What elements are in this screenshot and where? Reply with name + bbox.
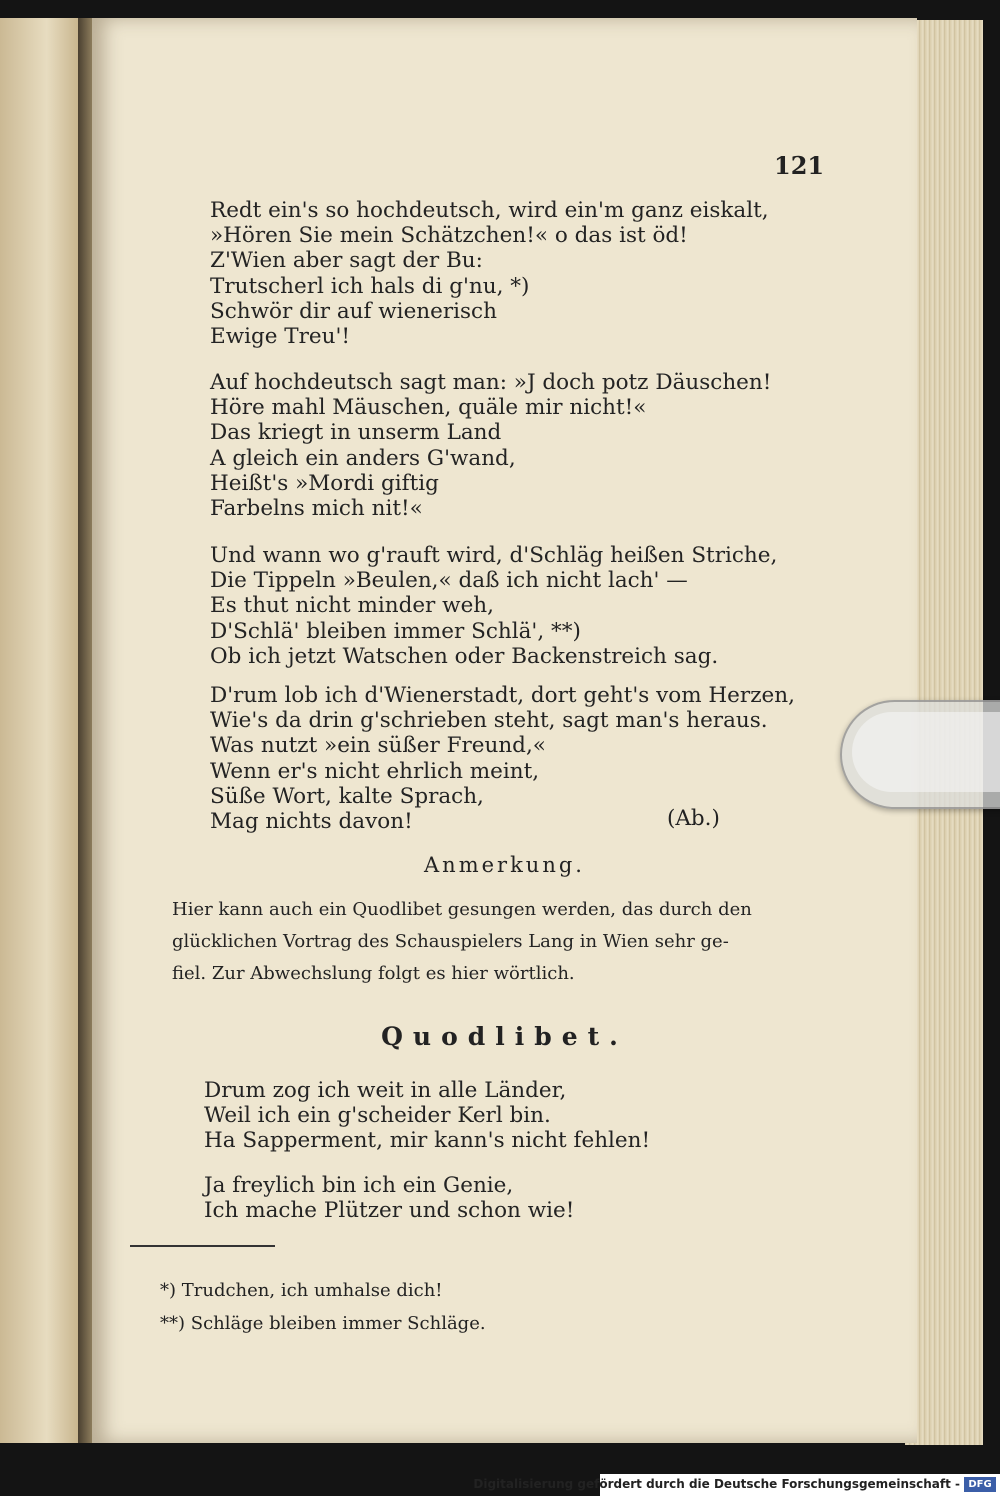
verse-line: Ich mache Plützer und schon wie! bbox=[204, 1198, 575, 1224]
verse-line: Z'Wien aber sagt der Bu: bbox=[210, 248, 483, 274]
verse-line: Trutscherl ich hals di g'nu, *) bbox=[210, 273, 530, 299]
verse-line: D'rum lob ich d'Wienerstadt, dort geht's vom Herzen, bbox=[210, 683, 795, 708]
verse-line: Die Tippeln »Beulen,« daß ich nicht lach' — bbox=[210, 568, 688, 594]
left-page-edge bbox=[0, 18, 78, 1443]
stanza-3 bbox=[210, 543, 777, 669]
quodlibet-stanza-1 bbox=[204, 1078, 650, 1154]
verse-line: Süße Wort, kalte Sprach, bbox=[210, 783, 484, 809]
exit-marker: (Ab.) bbox=[667, 806, 720, 831]
quodlibet-stanza-2 bbox=[204, 1173, 574, 1223]
quodlibet-heading: Quodlibet. bbox=[381, 1022, 628, 1051]
book-gutter bbox=[78, 18, 92, 1443]
verse-line: Weil ich ein g'scheider Kerl bin. bbox=[204, 1103, 551, 1129]
funding-banner bbox=[473, 1474, 1000, 1496]
note-line: fiel. Zur Abwechslung folgt es hier wörtlich. bbox=[172, 963, 575, 984]
verse-line: Drum zog ich weit in alle Länder, bbox=[204, 1078, 567, 1103]
page-clip-highlight bbox=[852, 712, 1000, 792]
verse-line: Ewige Treu'! bbox=[210, 324, 351, 350]
note-line: Hier kann auch ein Quodlibet gesungen werden, das durch den bbox=[172, 899, 752, 920]
verse-line: Ja freylich bin ich ein Genie, bbox=[204, 1173, 514, 1198]
footnote-1: *) Trudchen, ich umhalse dich! bbox=[160, 1280, 443, 1301]
page-clip bbox=[840, 700, 1000, 809]
stanza-2 bbox=[210, 370, 771, 521]
verse-line: Redt ein's so hochdeutsch, wird ein'm ganz eiskalt, bbox=[210, 198, 769, 223]
verse-line: Ob ich jetzt Watschen oder Backenstreich sag. bbox=[210, 643, 719, 669]
verse-line: Heißt's »Mordi giftig bbox=[210, 470, 439, 496]
funding-banner-text: Digitalisierung gefördert durch die Deutsche Forschungsgemeinschaft - bbox=[473, 1477, 960, 1491]
verse-line: Das kriegt in unserm Land bbox=[210, 420, 502, 446]
verse-line: D'Schlä' bleiben immer Schlä', **) bbox=[210, 618, 581, 644]
verse-line: Farbelns mich nit!« bbox=[210, 496, 423, 522]
book-page bbox=[92, 18, 917, 1443]
note-body bbox=[172, 894, 812, 990]
footnote-2: **) Schläge bleiben immer Schläge. bbox=[160, 1313, 486, 1334]
verse-line: Mag nichts davon! bbox=[210, 809, 413, 835]
note-heading: Anmerkung. bbox=[424, 853, 585, 877]
verse-line: Was nutzt »ein süßer Freund,« bbox=[210, 733, 546, 759]
note-line: glücklichen Vortrag des Schauspielers Lang in Wien sehr ge- bbox=[172, 931, 729, 952]
verse-line: Wenn er's nicht ehrlich meint, bbox=[210, 758, 540, 784]
verse-line: Schwör dir auf wienerisch bbox=[210, 298, 497, 324]
verse-line: Höre mahl Mäuschen, quäle mir nicht!« bbox=[210, 395, 647, 421]
dfg-logo-icon: DFG bbox=[964, 1477, 996, 1492]
verse-line: »Hören Sie mein Schätzchen!« o das ist öd! bbox=[210, 223, 688, 249]
verse-line: Ha Sapperment, mir kann's nicht fehlen! bbox=[204, 1128, 651, 1154]
stanza-1 bbox=[210, 198, 769, 349]
verse-line: A gleich ein anders G'wand, bbox=[210, 445, 516, 471]
verse-line: Auf hochdeutsch sagt man: »J doch potz Däuschen! bbox=[210, 370, 772, 395]
page-number: 121 bbox=[774, 151, 825, 180]
verse-line: Wie's da drin g'schrieben steht, sagt man's heraus. bbox=[210, 708, 768, 734]
verse-line: Und wann wo g'rauft wird, d'Schläg heißen Striche, bbox=[210, 543, 778, 568]
verse-line: Es thut nicht minder weh, bbox=[210, 593, 494, 619]
footnote-rule bbox=[130, 1245, 275, 1247]
